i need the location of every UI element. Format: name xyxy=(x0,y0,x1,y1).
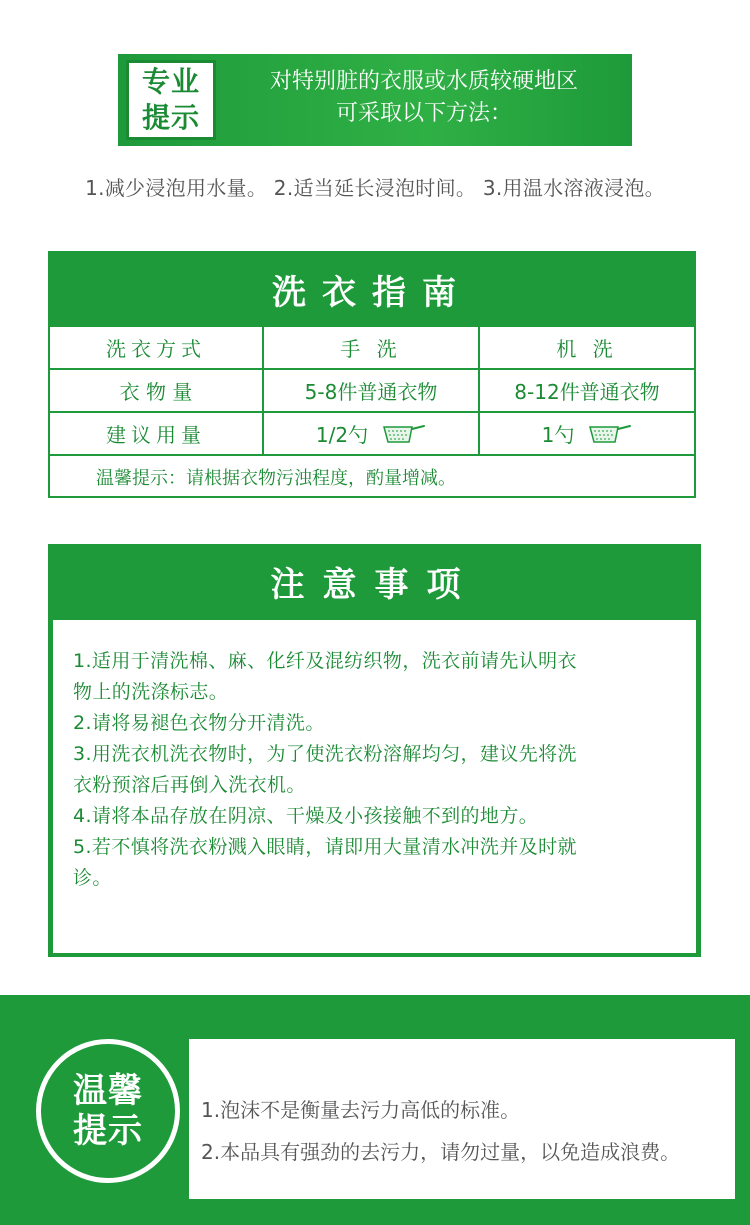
note-line: 2.请将易褪色衣物分开清洗。 xyxy=(73,712,325,734)
header-wash-method: 洗衣方式 xyxy=(50,327,264,368)
hand-wash-dose xyxy=(264,413,480,454)
guide-load-row xyxy=(50,368,694,411)
warm-tips-section xyxy=(0,995,750,1225)
note-line: 4.请将本品存放在阴凉、干燥及小孩接触不到的地方。 xyxy=(73,805,539,827)
warm-tips-box xyxy=(189,1039,735,1199)
machine-wash-dose xyxy=(480,413,694,454)
guide-dose-row xyxy=(50,411,694,454)
note-line: 1.适用于清洗棉、麻、化纤及混纺织物，洗衣前请先认明衣 xyxy=(73,650,577,672)
pro-tip-text xyxy=(224,66,624,130)
pro-tip-badge-line2: 提示 xyxy=(141,101,200,134)
notes-body xyxy=(53,620,696,953)
guide-header-row xyxy=(50,325,694,368)
note-line: 诊。 xyxy=(73,867,112,889)
measuring-scoop-icon xyxy=(382,423,426,445)
hand-wash-load: 5-8件普通衣物 xyxy=(264,370,480,411)
washing-guide-table xyxy=(48,251,696,498)
machine-wash-dose-value: 1勺 xyxy=(541,423,575,447)
washing-guide-title: 洗衣指南 xyxy=(50,253,694,325)
measuring-scoop-icon xyxy=(588,423,632,445)
notes-title: 注意事项 xyxy=(270,565,479,605)
pro-tip-badge xyxy=(126,60,216,140)
notes-section xyxy=(48,544,701,957)
note-line: 物上的洗涤标志。 xyxy=(73,681,229,703)
note-line: 衣粉预溶后再倒入洗衣机。 xyxy=(73,774,306,796)
header-machine-wash: 机 洗 xyxy=(556,337,618,361)
header-hand-wash: 手 洗 xyxy=(264,327,480,368)
hand-wash-dose-value: 1/2勺 xyxy=(315,423,369,447)
note-line: 3.用洗衣机洗衣物时，为了使洗衣粉溶解均匀，建议先将洗 xyxy=(73,743,577,765)
note-line: 5.若不慎将洗衣粉溅入眼睛，请即用大量清水冲洗并及时就 xyxy=(73,836,577,858)
warm-tips-badge-line2: 提示 xyxy=(73,1111,143,1151)
warm-tip-line: 2.本品具有强劲的去污力，请勿过量，以免造成浪费。 xyxy=(201,1140,681,1164)
pro-tip-text-line2: 可采取以下方法： xyxy=(335,101,512,126)
label-dose: 建议用量 xyxy=(50,413,264,454)
warm-tip-line: 1.泡沫不是衡量去污力高低的标准。 xyxy=(201,1098,521,1122)
warm-tips-badge xyxy=(36,1039,180,1183)
machine-wash-load: 8-12件普通衣物 xyxy=(514,380,660,404)
guide-tip: 温馨提示：请根据衣物污浊程度，酌量增减。 xyxy=(50,454,694,497)
label-load: 衣 物 量 xyxy=(50,370,264,411)
pro-tip-banner xyxy=(118,54,632,146)
pro-tip-badge-line1: 专业 xyxy=(141,65,200,98)
soak-methods: 1.减少浸泡用水量。 2.适当延长浸泡时间。 3.用温水溶液浸泡。 xyxy=(85,176,665,200)
warm-tips-badge-line1: 温馨 xyxy=(73,1071,143,1111)
pro-tip-text-line1: 对特别脏的衣服或水质较硬地区 xyxy=(269,69,578,94)
